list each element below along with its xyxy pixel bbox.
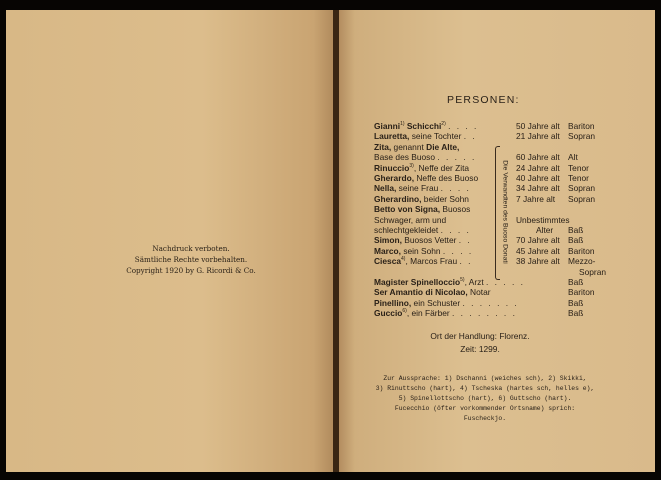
cast-name	[374, 225, 471, 235]
voice-type: Sopran	[579, 266, 607, 277]
cast-name	[374, 121, 478, 131]
imprint-line: Copyright 1920 by G. Ricordi & Co.	[126, 266, 256, 275]
role-name: Gianni	[374, 121, 401, 131]
imprint-line: Sämtliche Rechte vorbehalten.	[134, 255, 248, 264]
role-age: 7 Jahre alt	[516, 193, 556, 204]
imprint-line: Nachdruck verboten.	[152, 244, 230, 253]
role-description: genannt	[391, 141, 427, 152]
leader-dots: . . . . . . .	[462, 297, 519, 308]
leader-dots: . .	[458, 235, 472, 246]
role-name: Ciesca	[374, 256, 402, 267]
cast-name	[374, 131, 477, 141]
role-age: 45 Jahre alt	[516, 245, 560, 256]
cast-name	[374, 194, 469, 204]
voice-type: Alt	[568, 152, 578, 163]
role-name: Betto von Signa,	[374, 204, 441, 215]
role-description: , Marcos Frau	[405, 256, 458, 267]
cast-name	[374, 183, 471, 193]
voice-type: Bariton	[568, 287, 595, 298]
role-description: Base des Buoso	[374, 152, 435, 163]
cast-name	[374, 308, 517, 318]
role-age: 34 Jahre alt	[516, 183, 560, 194]
relatives-label: Die Verwandten des Buoso Donati	[501, 160, 509, 264]
leader-dots: . . . . .	[437, 152, 477, 163]
voice-type: Bariton	[568, 245, 595, 256]
leader-dots: . . . .	[448, 121, 479, 131]
role-name: Die Alte,	[426, 141, 460, 152]
footnote-mark: 5)	[460, 277, 465, 284]
role-name: Rinuccio	[374, 162, 410, 173]
cast-name	[374, 287, 491, 297]
role-description: Buosos Vetter	[401, 235, 457, 246]
relatives-brace	[495, 146, 500, 280]
role-age: 38 Jahre alt	[516, 256, 560, 267]
role-name: Ser Amantio di Nicolao,	[374, 287, 468, 298]
cast-name	[374, 204, 470, 214]
footnote-mark: 3)	[409, 162, 414, 169]
role-name: Schicchi	[406, 121, 442, 131]
role-description: Neffe des Buoso	[414, 173, 479, 183]
cast-heading: PERSONEN:	[447, 94, 520, 106]
role-age: 70 Jahre alt	[516, 235, 560, 246]
voice-type: Baß	[568, 277, 584, 287]
role-description: sein Sohn	[401, 245, 441, 256]
voice-type: Tenor	[568, 173, 589, 183]
role-description: beider Sohn	[421, 193, 469, 204]
pronunciation-line: Fucecchio (öfter vorkommender Ortsname) sprich:	[394, 405, 576, 412]
cast-name	[374, 298, 519, 308]
pronunciation-line: 3) Rinuttscho (hart), 4) Tscheska (hartes sch, helles e),	[375, 385, 595, 392]
footnote-mark: 1)	[400, 121, 405, 128]
voice-type: Sopran	[568, 193, 596, 204]
left-page	[6, 10, 333, 472]
role-age: 50 Jahre alt	[516, 121, 560, 131]
role-age: 21 Jahre alt	[516, 131, 560, 142]
pronunciation-line: 5) Spinellottscho (hart), 6) Guttscho (hart).	[398, 395, 572, 402]
voice-type: Sopran	[568, 183, 596, 194]
role-age: Alter	[536, 225, 554, 235]
leader-dots: . . . .	[440, 183, 471, 194]
setting-place: Ort der Handlung: Florenz.	[430, 331, 530, 341]
role-age: Unbestimmtes	[516, 214, 570, 225]
leader-dots: . .	[463, 131, 477, 142]
role-age: 40 Jahre alt	[516, 173, 560, 183]
role-description: , Arzt	[464, 277, 484, 287]
role-name: Pinellino,	[374, 297, 412, 308]
voice-type: Sopran	[568, 131, 596, 142]
cast-name	[374, 277, 525, 287]
voice-type: Baß	[568, 297, 584, 308]
role-description: Schwager, arm und	[374, 214, 447, 225]
role-description: , Neffe der Zita	[413, 162, 470, 173]
role-name: Guccio	[374, 308, 403, 319]
role-name: Marco,	[374, 245, 401, 256]
voice-type: Bariton	[568, 121, 595, 131]
role-description: seine Frau	[396, 183, 439, 194]
voice-type: Baß	[568, 225, 584, 235]
role-name: Zita,	[374, 141, 392, 152]
voice-type: Baß	[568, 308, 584, 319]
cast-name	[374, 246, 473, 256]
footnote-mark: 2)	[441, 121, 446, 128]
role-name: Gherardo,	[374, 173, 415, 183]
leader-dots: . . . . .	[485, 277, 525, 287]
role-name: Nella,	[374, 183, 397, 194]
cast-name	[374, 163, 469, 173]
role-description: , ein Färber	[406, 308, 450, 319]
role-name: Lauretta,	[374, 131, 410, 142]
voice-type: Tenor	[568, 162, 589, 173]
copyright-imprint	[107, 243, 275, 276]
role-description: ein Schuster	[411, 297, 461, 308]
leader-dots: . . . .	[442, 245, 474, 256]
role-description: seine Tochter	[409, 131, 462, 142]
cast-name	[374, 235, 472, 245]
role-age: 24 Jahre alt	[516, 162, 560, 173]
role-name: Gherardino,	[374, 193, 422, 204]
cast-name	[374, 142, 459, 152]
role-description: schlechtgekleidet	[374, 225, 439, 235]
footnote-mark: 4)	[401, 256, 406, 263]
cast-name	[374, 215, 446, 225]
voice-type: Mezzo-	[568, 256, 596, 267]
voice-type: Baß	[568, 235, 584, 246]
role-description: Notar	[467, 287, 491, 298]
cast-name	[374, 152, 476, 162]
role-description: Buosos	[440, 204, 471, 215]
role-age: 60 Jahre alt	[516, 152, 560, 163]
leader-dots: . . . . . . . .	[452, 308, 517, 319]
leader-dots: . .	[459, 256, 473, 267]
setting-time: Zeit: 1299.	[460, 344, 500, 354]
leader-dots: . . . .	[440, 225, 471, 235]
footnote-mark: 6)	[402, 308, 407, 315]
cast-name	[374, 173, 478, 183]
pronunciation-line: Zur Aussprache: 1) Dschanni (weiches sch), 2) Skikki,	[383, 375, 587, 382]
pronunciation-line: Fuscheckjo.	[463, 415, 507, 422]
cast-name	[374, 256, 472, 266]
role-name: Magister Spinelloccio	[374, 277, 461, 287]
role-name: Simon,	[374, 235, 402, 246]
